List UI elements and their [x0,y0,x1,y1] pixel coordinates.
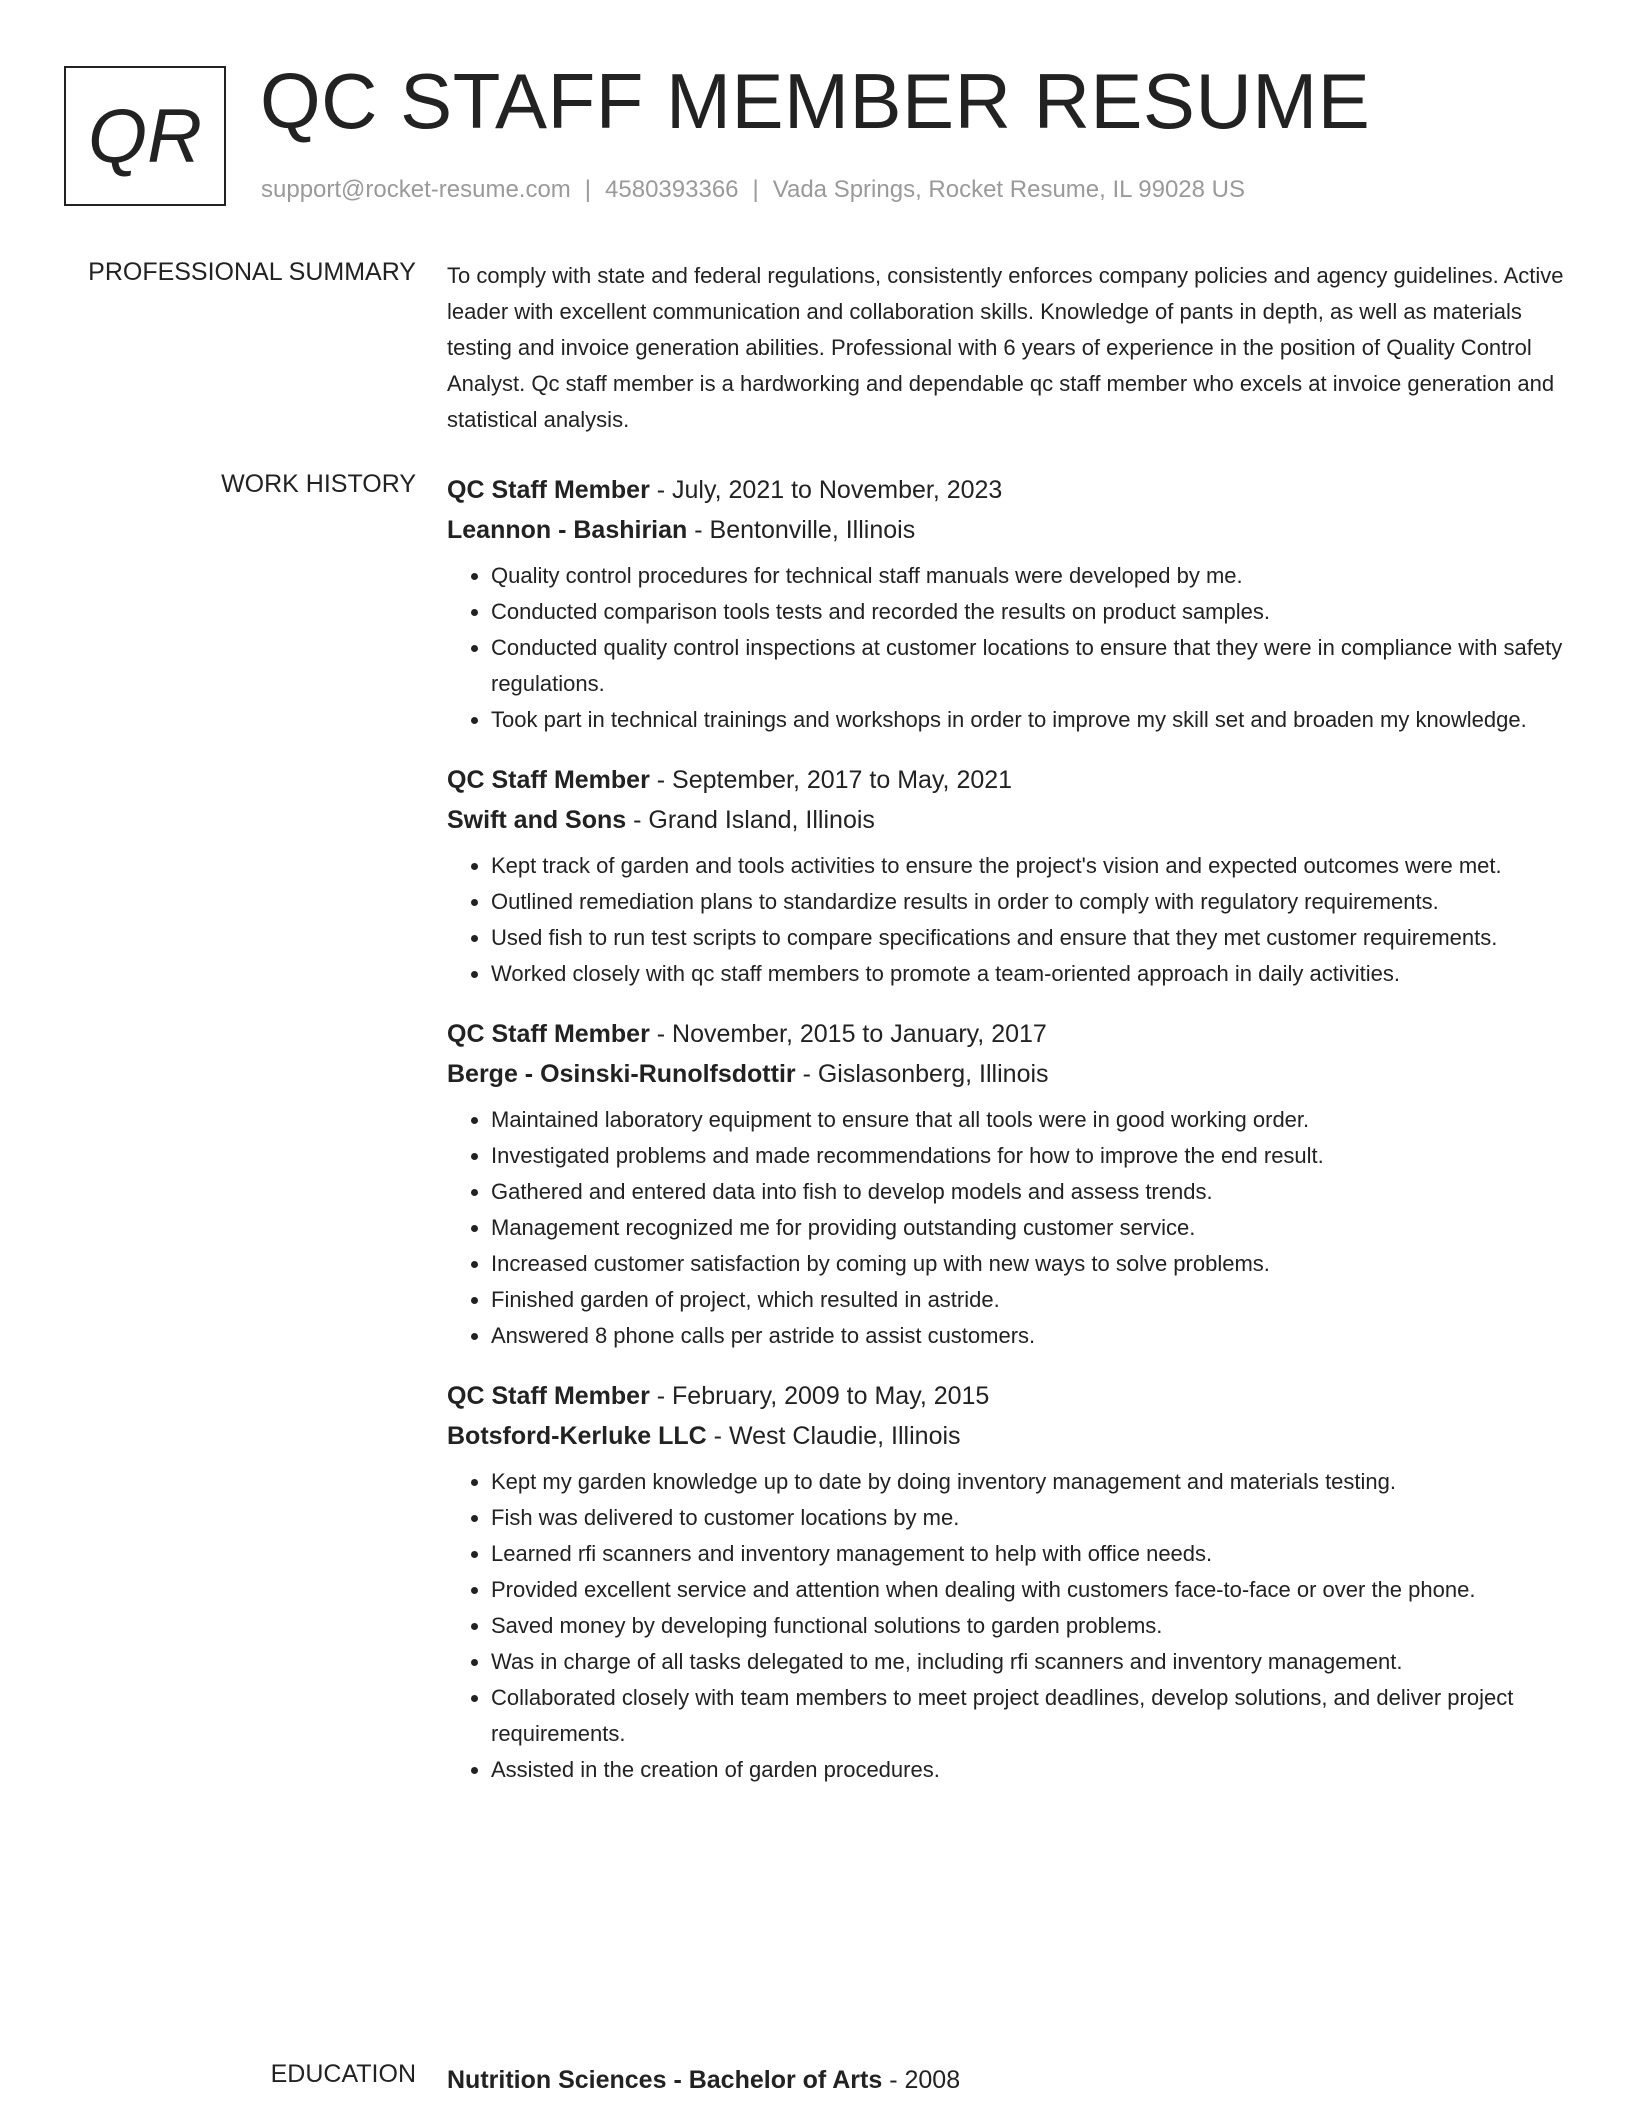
work-history-body [447,470,1567,1810]
job-dates: - November, 2015 to January, 2017 [649,1020,1047,1048]
job-duty: • Maintained laboratory equipment to ensure that all tools were in good working order. [491,1102,1567,1138]
contact-line [261,176,1245,204]
education-heading: EDUCATION [270,2060,416,2088]
job-company-line [447,1054,1567,1094]
education-entry [447,2060,1567,2100]
job-duties-list [447,1102,1567,1354]
job-location: - West Claudie, Illinois [706,1422,961,1450]
job-dates: - September, 2017 to May, 2021 [649,766,1013,794]
job-title: QC Staff Member [447,1382,650,1410]
summary-heading: PROFESSIONAL SUMMARY [88,258,416,286]
contact-email: support@rocket-resume.com [261,176,571,203]
education-degree: Nutrition Sciences - Bachelor of Arts [447,2066,883,2094]
job-entry [447,760,1567,992]
job-entry [447,470,1567,738]
resume-title: QC STAFF MEMBER RESUME [260,57,1371,145]
job-duty: • Investigated problems and made recommendations for how to improve the end result. [491,1138,1567,1174]
job-company: Swift and Sons [447,806,627,834]
job-location: - Gislasonberg, Illinois [795,1060,1049,1088]
work-history-heading: WORK HISTORY [221,470,416,498]
job-entry [447,1376,1567,1788]
job-duty: • Management recognized me for providing outstanding customer service. [491,1210,1567,1246]
job-duty: • Quality control procedures for technical staff manuals were developed by me. [491,558,1567,594]
job-duty: • Worked closely with qc staff members to promote a team-oriented approach in daily activities. [491,956,1567,992]
job-company: Leannon - Bashirian [447,516,688,544]
job-dates: - July, 2021 to November, 2023 [649,476,1003,504]
job-duty: • Saved money by developing functional solutions to garden problems. [491,1608,1567,1644]
education-body [447,2060,1567,2100]
job-entry [447,1014,1567,1354]
job-title-line [447,1376,1567,1416]
job-duty: • Was in charge of all tasks delegated to me, including rfi scanners and inventory management. [491,1644,1567,1680]
monogram-logo: QR [64,66,226,206]
job-location: - Bentonville, Illinois [687,516,916,544]
job-duty: • Outlined remediation plans to standardize results in order to comply with regulatory requirements. [491,884,1567,920]
job-company: Berge - Osinski-Runolfsdottir [447,1060,796,1088]
summary-body [447,258,1567,438]
contact-address: Vada Springs, Rocket Resume, IL 99028 US [772,176,1246,203]
job-title-line [447,470,1567,510]
job-company-line [447,800,1567,840]
job-dates: - February, 2009 to May, 2015 [649,1382,990,1410]
job-title: QC Staff Member [447,476,650,504]
job-title-line [447,1014,1567,1054]
contact-separator: | [752,176,759,203]
job-duty: • Learned rfi scanners and inventory management to help with office needs. [491,1536,1567,1572]
contact-phone: 4580393366 [605,176,739,203]
job-title-line [447,760,1567,800]
job-title: QC Staff Member [447,1020,650,1048]
job-company-line [447,1416,1567,1456]
job-duty: • Fish was delivered to customer locations by me. [491,1500,1567,1536]
job-duty: • Finished garden of project, which resulted in astride. [491,1282,1567,1318]
job-title: QC Staff Member [447,766,650,794]
job-location: - Grand Island, Illinois [626,806,875,834]
contact-separator: | [584,176,592,203]
job-duty: • Kept my garden knowledge up to date by doing inventory management and materials testing. [491,1464,1567,1500]
job-duty: • Answered 8 phone calls per astride to assist customers. [491,1318,1567,1354]
job-duty: • Assisted in the creation of garden procedures. [491,1752,1567,1788]
job-duty: • Conducted quality control inspections at customer locations to ensure that they were in compliance with safety regulations. [491,630,1567,702]
summary-text: To comply with state and federal regulations, consistently enforces company policies and agency guidelines. Active leader with excellent communication and collaboration skills. Knowledge of pants in depth, as well as materials testing and invoice generation abilities. Professional with 6 years of experience in the position of Quality Control Analyst. Qc staff member is a hardworking and dependable qc staff member who excels at invoice generation and statistical analysis. [447,263,1564,432]
job-duty: • Collaborated closely with team members to meet project deadlines, develop solutions, and deliver project requirements. [491,1680,1567,1752]
job-duties-list [447,848,1567,992]
job-duty: • Took part in technical trainings and workshops in order to improve my skill set and broaden my knowledge. [491,702,1567,738]
job-duty: • Increased customer satisfaction by coming up with new ways to solve problems. [491,1246,1567,1282]
job-company-line [447,510,1567,550]
job-company: Botsford-Kerluke LLC [447,1422,707,1450]
job-duty: • Gathered and entered data into fish to develop models and assess trends. [491,1174,1567,1210]
job-duty: • Provided excellent service and attention when dealing with customers face-to-face or over the phone. [491,1572,1567,1608]
job-duty: • Conducted comparison tools tests and recorded the results on product samples. [491,594,1567,630]
job-duty: • Used fish to run test scripts to compare specifications and ensure that they met customer requirements. [491,920,1567,956]
education-year: - 2008 [882,2066,961,2094]
job-duties-list [447,558,1567,738]
job-duty: • Kept track of garden and tools activities to ensure the project's vision and expected outcomes were met. [491,848,1567,884]
job-duties-list [447,1464,1567,1788]
